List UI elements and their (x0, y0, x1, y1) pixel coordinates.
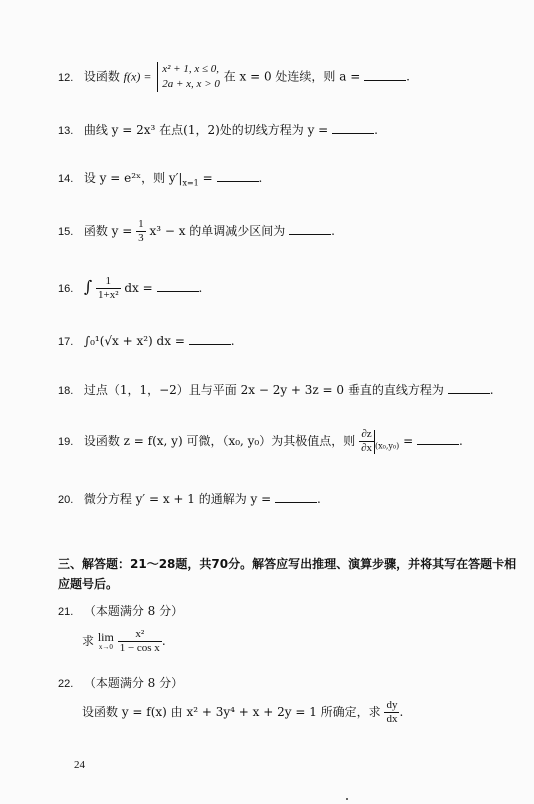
denominator: dx (386, 713, 398, 725)
period: . (489, 383, 494, 397)
question-15 (58, 218, 335, 245)
scan-speck (346, 798, 348, 800)
integral-sign: ∫ (83, 277, 93, 296)
question-text: 设 y = e²ˣ，则 y′| (83, 171, 183, 185)
question-score: （本题满分 8 分） (83, 604, 184, 618)
denominator: 3 (138, 232, 144, 244)
question-number: 22. (58, 678, 74, 690)
answer-blank (364, 71, 406, 81)
question-number: 19. (58, 436, 74, 448)
question-tail: 在 x = 0 处连续，则 a = (223, 69, 361, 84)
question-text: 设函数 y = f(x) 由 x² + 3y⁴ + x + 2y = 1 所确定，求 (82, 705, 381, 719)
page-number: 24 (74, 759, 85, 771)
question-12 (58, 62, 410, 92)
denominator: 1 − cos x (119, 642, 160, 654)
eval-subscript: x=1 (182, 178, 199, 188)
question-tail: dx = (124, 281, 153, 295)
numerator: ∂z (359, 428, 374, 442)
answer-blank (448, 384, 490, 394)
question-number: 13. (58, 125, 74, 137)
question-text: 设函数 z = f(x, y) 可微，（x₀, y₀）为其极值点，则 (83, 434, 356, 448)
question-number: 20. (58, 494, 74, 506)
question-number: 17. (58, 336, 74, 348)
question-number: 21. (58, 606, 74, 618)
fraction (136, 218, 146, 245)
eval-subscript: (x₀,y₀) (375, 441, 400, 451)
answer-blank (217, 172, 259, 182)
fraction (118, 628, 162, 655)
answer-blank (289, 225, 331, 235)
question-text: 曲线 y = 2x³ 在点(1，2)处的切线方程为 y = (83, 123, 329, 137)
piecewise-function (157, 62, 220, 92)
question-text: 函数 y = (83, 224, 133, 238)
period: . (161, 634, 166, 648)
answer-blank (189, 335, 231, 345)
answer-blank (417, 435, 459, 445)
piece-1: x² + 1, x ≤ 0, (162, 63, 220, 75)
question-number: 14. (58, 173, 74, 185)
question-18 (58, 382, 494, 399)
question-number: 16. (58, 283, 74, 295)
period: . (399, 705, 404, 719)
question-prefix: 求 (82, 634, 95, 648)
fraction (96, 275, 121, 302)
question-tail: x³ − x 的单调减少区间为 (149, 224, 286, 238)
question-19 (58, 428, 463, 455)
answer-blank (332, 124, 374, 134)
numerator: 1 (96, 275, 121, 289)
question-22-body (82, 699, 403, 726)
question-14 (58, 170, 262, 191)
derivative-fraction (384, 699, 399, 726)
question-13 (58, 122, 378, 139)
period: . (374, 123, 378, 137)
question-21-title (58, 603, 183, 620)
answer-blank (275, 493, 317, 503)
question-number: 15. (58, 226, 74, 238)
question-20 (58, 491, 321, 508)
function-label: f(x) = (123, 69, 152, 84)
numerator: x² (118, 628, 162, 642)
piece-2: 2a + x, x > 0 (162, 78, 220, 90)
period: . (258, 171, 263, 185)
period: . (317, 492, 321, 506)
question-tail: = (202, 171, 213, 185)
period: . (230, 334, 235, 348)
question-22-title (58, 675, 183, 692)
question-score: （本题满分 8 分） (83, 676, 184, 690)
period: . (406, 69, 410, 84)
period: . (331, 224, 335, 238)
period: . (198, 281, 203, 295)
question-text: 设函数 (83, 69, 120, 84)
partial-derivative (359, 428, 374, 455)
limit-subscript: x→0 (98, 643, 113, 651)
question-text: ∫₀¹(√x + x²) dx = (83, 334, 185, 348)
question-text: 微分方程 y′ = x + 1 的通解为 y = (83, 492, 272, 506)
question-number: 18. (58, 385, 74, 397)
question-text: 过点（1，1，−2）且与平面 2x − 2y + 3z = 0 垂直的直线方程为 (83, 383, 444, 397)
question-number: 12. (58, 71, 74, 84)
question-21-body (82, 628, 166, 655)
question-tail: = (403, 434, 414, 448)
limit-label: lim (97, 630, 114, 644)
period: . (458, 434, 463, 448)
limit (98, 631, 114, 652)
section-heading: 三、解答题：21～28题，共70分。解答应写出推理、演算步骤，并将其写在答题卡相应题号后。 (58, 557, 517, 591)
answer-blank (157, 282, 199, 292)
denominator: ∂x (361, 442, 373, 454)
question-16 (58, 275, 202, 302)
numerator: 1 (138, 218, 144, 230)
denominator: 1+x² (98, 289, 119, 301)
question-17 (58, 333, 235, 350)
numerator: dy (386, 699, 398, 711)
